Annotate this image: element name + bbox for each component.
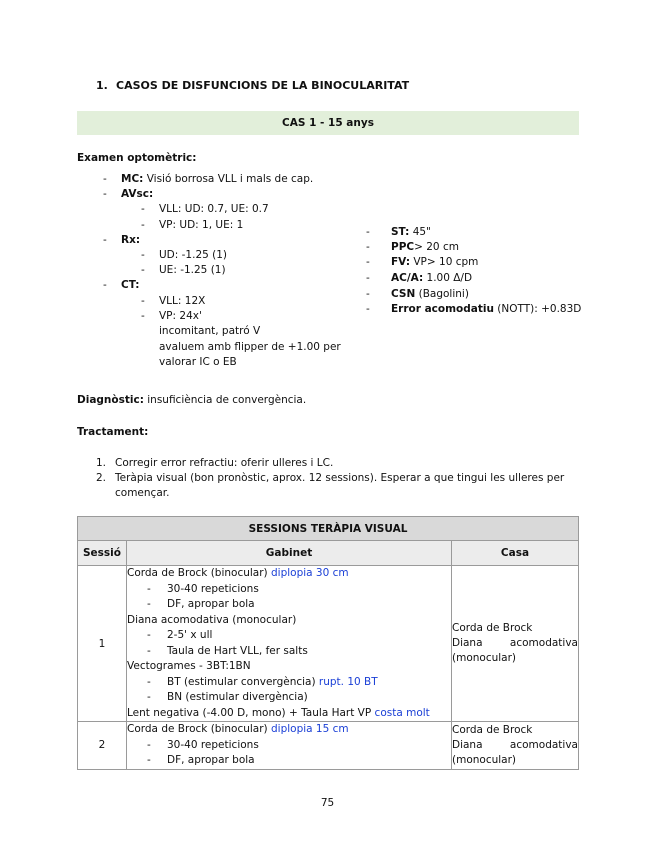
treatment-number: 1. <box>96 457 107 469</box>
table-title-row <box>78 517 579 541</box>
bullet-dash: - <box>366 288 370 300</box>
casa-line: (monocular) <box>452 652 517 664</box>
header-gabinet: Gabinet <box>127 541 452 566</box>
gabinet-subline: - 30-40 repeticions <box>147 738 259 751</box>
aca-line: AC/A: 1.00 Δ/D <box>391 272 473 284</box>
treatment-item-cont: començar. <box>115 487 170 499</box>
session-number: 1 <box>78 566 127 722</box>
gabinet-line: Vectogrames - 3BT:1BN <box>127 660 251 672</box>
avsc-item: VLL: UD: 0.7, UE: 0.7 <box>159 203 269 215</box>
diagnosis <box>77 394 306 406</box>
highlight-text: diplopia 30 cm <box>270 567 349 579</box>
highlight-text: rupt. 10 BT <box>318 675 378 688</box>
section-heading <box>96 79 409 92</box>
bullet-dash: - <box>366 241 370 253</box>
header-sessio: Sessió <box>78 541 127 566</box>
gabinet-subline: - BT (estimular convergència) rupt. 10 BT <box>147 675 378 688</box>
gabinet-line: Diana acomodativa (monocular) <box>127 613 297 626</box>
ppc-line: PPC> 20 cm <box>391 241 459 253</box>
casa-line: Diana acomodativa <box>452 738 578 751</box>
table-title: SESSIONS TERÀPIA VISUAL <box>78 517 579 541</box>
gabinet-subline: - DF, apropar bola <box>147 598 255 610</box>
csn-line: CSN (Bagolini) <box>391 288 469 300</box>
rx-item: UD: -1.25 (1) <box>159 249 228 261</box>
table-row <box>78 722 579 770</box>
bullet-dash: - <box>366 272 370 284</box>
bullet-dash: - <box>366 256 370 268</box>
sub-dash: - <box>141 310 145 322</box>
ct-item: VLL: 12X <box>159 295 206 307</box>
highlight-text: costa molt <box>374 706 430 719</box>
casa-line: Diana acomodativa <box>452 637 578 649</box>
gabinet-subline: - 30-40 repeticions <box>147 582 259 595</box>
page-number: 75 <box>320 797 335 809</box>
casa-cell <box>452 566 579 722</box>
ct-note: valorar IC o EB <box>159 356 237 368</box>
avsc-label: AVsc: <box>121 188 154 200</box>
gabinet-line: Corda de Brock (binocular) diplopia 15 cm <box>127 723 349 735</box>
table-header-row <box>78 541 579 566</box>
fv-line: FV: VP> 10 cpm <box>391 256 479 268</box>
bullet-dash: - <box>103 234 107 246</box>
mc-text: Visió borrosa VLL i mals de cap. <box>143 173 314 185</box>
rx-item: UE: -1.25 (1) <box>159 264 226 276</box>
exam-label: Examen optomètric: <box>77 152 197 164</box>
treatment-item: Corregir error refractiu: oferir ulleres i LC. <box>115 457 334 469</box>
bullet-dash: - <box>103 173 107 185</box>
sub-dash: - <box>141 203 145 215</box>
sessions-table <box>77 516 579 770</box>
gabinet-line: Corda de Brock (binocular) diplopia 30 cm <box>127 567 349 579</box>
casa-cell <box>452 722 579 770</box>
casa-line: (monocular) <box>452 753 517 766</box>
ct-item: VP: 24x' <box>159 310 202 322</box>
sub-dash: - <box>141 264 145 276</box>
rx-label: Rx: <box>121 234 141 246</box>
table-row <box>78 566 579 722</box>
case-title: CAS 1 - 15 anys <box>282 117 374 129</box>
sub-dash: - <box>141 219 145 231</box>
diagnosis-text: insuficiència de convergència. <box>143 394 307 406</box>
ct-note: incomitant, patró V <box>159 325 261 337</box>
gabinet-cell <box>127 566 452 722</box>
casa-line: Corda de Brock <box>452 622 533 634</box>
treatment-label: Tractament: <box>77 426 149 438</box>
mc-label: MC: <box>121 173 144 185</box>
header-casa: Casa <box>452 541 579 566</box>
bullet-dash: - <box>103 279 107 291</box>
avsc-item: VP: UD: 1, UE: 1 <box>159 219 244 231</box>
casa-line: Corda de Brock <box>452 723 533 736</box>
bullet-dash: - <box>366 226 370 238</box>
treatment-number: 2. <box>96 472 107 484</box>
bullet-dash: - <box>366 303 370 315</box>
gabinet-subline: - Taula de Hart VLL, fer salts <box>147 644 308 657</box>
treatment-item: Teràpia visual (bon pronòstic, aprox. 12 sessions). Esperar a que tingui les ulleres per <box>115 472 565 484</box>
gabinet-cell <box>127 722 452 770</box>
ct-note: avaluem amb flipper de +1.00 per <box>159 341 341 353</box>
st-line: ST: 45" <box>391 226 431 238</box>
session-number: 2 <box>78 722 127 770</box>
case-title-bar <box>77 111 579 135</box>
sub-dash: - <box>141 249 145 261</box>
section-number: 1. <box>96 79 108 92</box>
gabinet-subline: - BN (estimular divergència) <box>147 691 308 703</box>
mc-line <box>121 173 313 185</box>
gabinet-line: Lent negativa (-4.00 D, mono) + Taula Hart VP costa molt <box>127 706 430 719</box>
bullet-dash: - <box>103 188 107 200</box>
gabinet-subline: - 2-5' x ull <box>147 629 213 641</box>
gabinet-subline: - DF, apropar bola <box>147 754 255 766</box>
section-title: CASOS DE DISFUNCIONS DE LA BINOCULARITAT <box>116 79 410 92</box>
highlight-text: diplopia 15 cm <box>270 723 349 735</box>
ct-label: CT: <box>121 279 140 291</box>
diagnosis-label: Diagnòstic: <box>77 394 144 406</box>
sub-dash: - <box>141 295 145 307</box>
error-acomodatiu-line: Error acomodatiu (NOTT): +0.83D <box>391 303 582 315</box>
